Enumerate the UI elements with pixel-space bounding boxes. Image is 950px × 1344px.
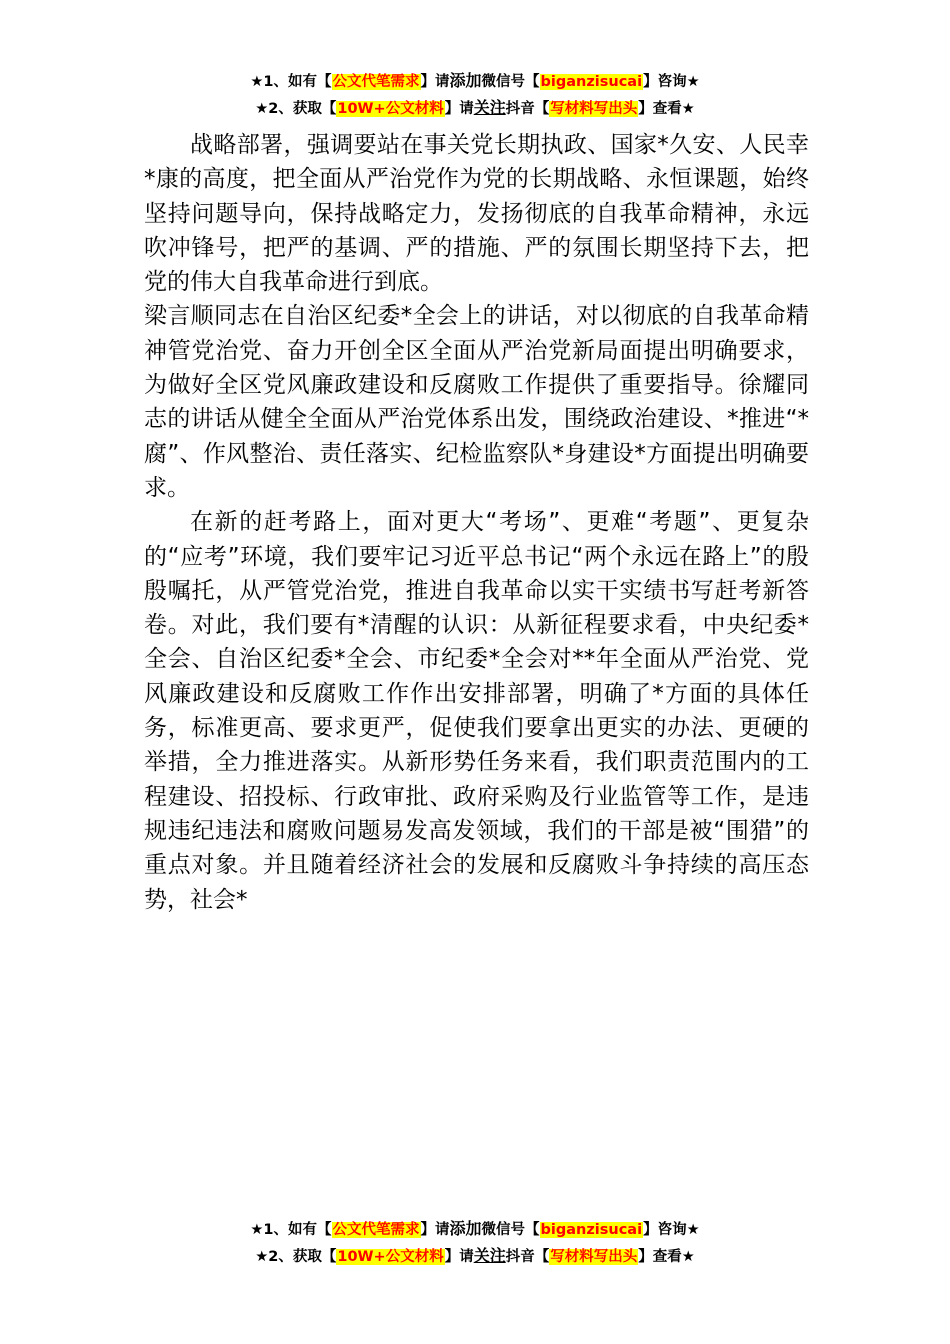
- highlight-douyin: 写材料写出头: [550, 101, 638, 117]
- banner-text: ★2、获取【: [255, 101, 337, 117]
- banner-text: 添加: [449, 1219, 482, 1238]
- banner-text: 关注: [473, 1246, 506, 1265]
- banner-text: 】请: [420, 74, 450, 90]
- banner-line-2: [0, 1243, 950, 1270]
- paragraph: 在新的赶考路上，面对更大“考场”、更难“考题”、更复杂的“应考”环境，我们要牢记习近平总书记“两个永远在路上”的殷殷嘱托，从严管党治党，推进自我革命以实干实绩书写赶考新答卷。对此，我们要有*清醒的认识：从新征程要求看，中央纪委*全会、自治区纪委*全会、市纪委*全会对**年全面从严治党、党风廉政建设和反腐败工作作出安排部署，明确了*方面的具体任务，标准更高、要求更严，促使我们要拿出更实的办法、更硬的举措，全力推进落实。从新形势任务来看，我们职责范围内的工程建设、招投标、行政审批、政府采购及行业监管等工作，是违规违纪违法和腐败问题易发高发领域，我们的干部是被“围猎”的重点对象。并且随着经济社会的发展和反腐败斗争持续的高压态势，社会*: [144, 509, 809, 913]
- banner-text: 抖音【: [505, 1249, 550, 1265]
- banner-text: 】请: [444, 1249, 474, 1265]
- banner-text: ★1、如有【: [250, 1222, 332, 1238]
- banner-text: 】请: [444, 101, 474, 117]
- highlight-materials: 10W+公文材料: [337, 101, 444, 117]
- banner-text: 抖音【: [505, 101, 550, 117]
- paragraph: 战略部署，强调要站在事关党长期执政、国家*久安、人民幸*康的高度，把全面从严治党作为党的长期战略、永恒课题，始终坚持问题导向，保持战略定力，发扬彻底的自我革命精神，永远吹冲锋号，把严的基调、严的措施、严的氛围长期坚持下去，把党的伟大自我革命进行到底。: [144, 132, 809, 296]
- banner-text: 】咨询★: [643, 1222, 700, 1238]
- highlight-wechat-id: biganzisucai: [540, 74, 643, 90]
- banner-text: ★1、如有【: [250, 74, 332, 90]
- paragraph: 梁言顺同志在自治区纪委*全会上的讲话，对以彻底的自我革命精神管党治党、奋力开创全区全面从严治党新局面提出明确要求，为做好全区党风廉政建设和反腐败工作提供了重要指导。徐耀同志的讲话从健全全面从严治党体系出发，围绕政治建设、*推进“*腐”、作风整治、责任落实、纪检监察队*身建设*方面提出明确要求。: [144, 303, 809, 501]
- highlight-wechat-id: biganzisucai: [540, 1222, 643, 1238]
- banner-text: 】请: [420, 1222, 450, 1238]
- banner-text: 关注: [473, 98, 506, 117]
- banner-text: 】查看★: [638, 1249, 695, 1265]
- banner-line-2: [0, 95, 950, 122]
- document-body: [144, 128, 809, 917]
- banner-text: 】查看★: [638, 101, 695, 117]
- header-banner: [0, 68, 950, 122]
- banner-text: 添加: [449, 71, 482, 90]
- banner-line-1: [0, 1216, 950, 1243]
- banner-text: 微信号【: [481, 74, 540, 90]
- banner-text: 微信号【: [481, 1222, 540, 1238]
- highlight-service: 公文代笔需求: [332, 74, 420, 90]
- banner-line-1: [0, 68, 950, 95]
- banner-text: ★2、获取【: [255, 1249, 337, 1265]
- banner-text: 】咨询★: [643, 74, 700, 90]
- highlight-service: 公文代笔需求: [332, 1222, 420, 1238]
- highlight-douyin: 写材料写出头: [550, 1249, 638, 1265]
- footer-banner: [0, 1216, 950, 1270]
- highlight-materials: 10W+公文材料: [337, 1249, 444, 1265]
